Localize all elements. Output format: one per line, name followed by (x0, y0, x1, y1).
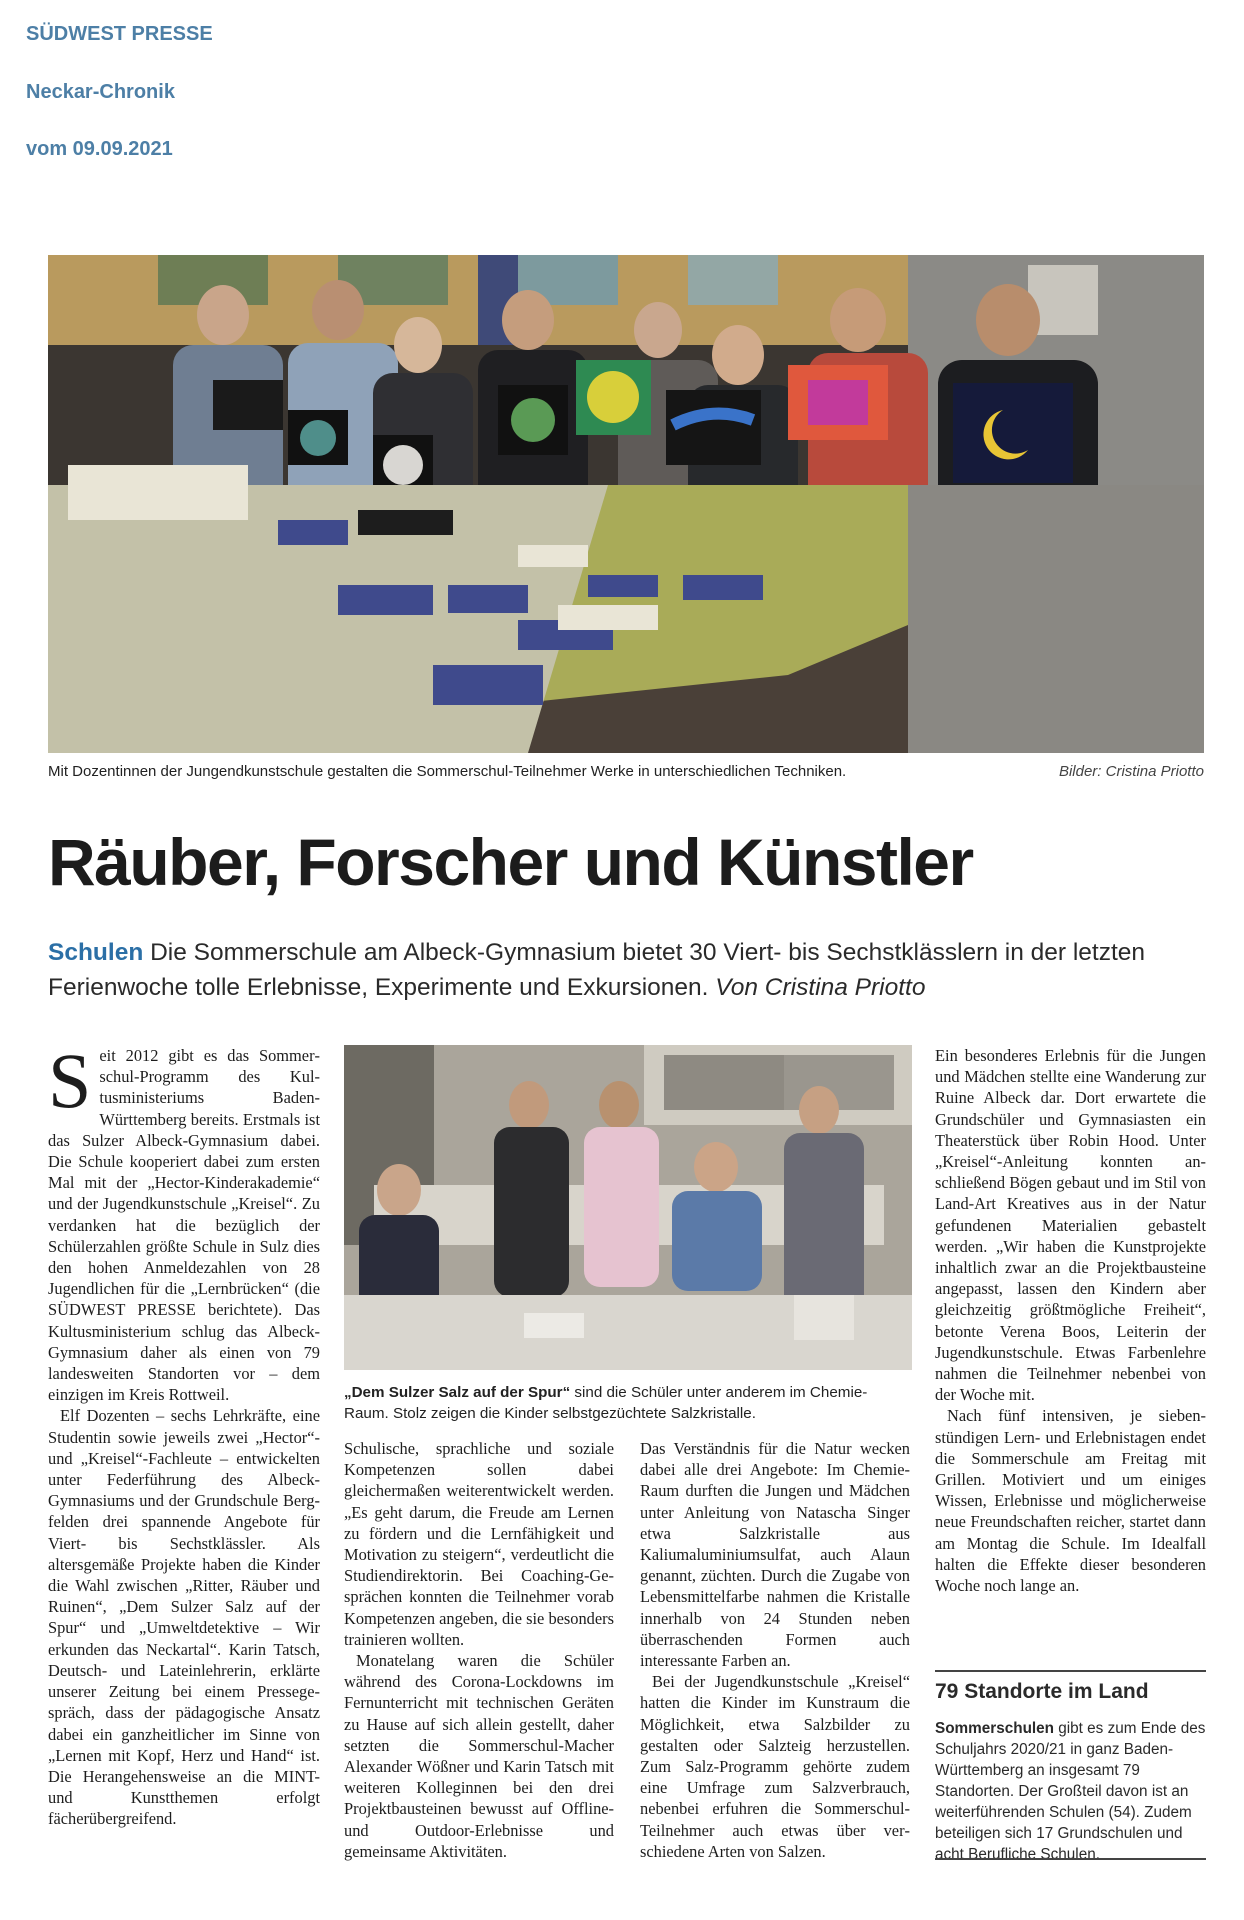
classroom-art-photo-drawing (48, 255, 1204, 753)
classroom-art-photo (48, 255, 1204, 753)
publication-name: SÜDWEST PRESSE (26, 23, 213, 45)
paragraph-text: eit 2012 gibt es das Sommerschul-Programm des Kultusministeriums Baden-Württemberg bereits. Erstmals ist das Sulzer Albeck-Gymnasium dabei. Die Schule kooperiert dabei zum ersten Mal mit der „Hector-Kinderakademie“ und der Jugendkunstschule „Kreisel“. Zu verdanken hat die bezüglich der Schülerzahlen größte Schule in Sulz dies den hohen Anmeldezahlen von 28 Jugendlichen für die „Lernbrücken“ (die SÜDWEST PRESSE berichtete). Das Kultusministerium schlug das Albeck-Gymnasium daher als einen von 79 landesweiten Standorten vor – dem einzigen im Kreis Rottweil. (48, 1046, 320, 1405)
publication-date: vom 09.09.2021 (26, 138, 173, 160)
lead-text: Die Sommerschule am Albeck-Gymnasium bietet 30 Viert- bis Sechstklässlern in der letzten Ferienwoche tolle Erlebnisse, Experimente und Exkursionen. (48, 939, 1146, 1001)
article-paragraph: Elf Dozenten – sechs Lehrkräfte, eine Studentin sowie jeweils zwei „Hector“- und „Kreisel“-Fachleute – entwickelten unter Federführung des Albeck-Gymnasiums und der Grundschule Bergfelden drei spannende Angebote für Viert- bis Sechstklässler. Als altersgemäße Projekte haben die Kinder die Wahl zwischen „Ritter, Räuber und Ruinen“, „Dem Sulzer Salz auf der Spur“ und „Umweltdetektive – Wir erkunden das Neckartal“. Karin Tatsch, Deutsch- und Lateinlehrerin, erklärte unserer Zeitung bei einem Pressegespräch, dass der pädagogische Ansatz dabei ein ganzheitlicher im Sinne von „Lernen mit Kopf, Herz und Hand“ ist. Die Herangehensweise an die MINT- und Kunstthemen erfolgt fächerübergreifend. (48, 1406, 320, 1829)
article-column-4 (935, 1045, 1206, 1596)
article-headline: Räuber, Forscher und Künstler (48, 825, 973, 899)
photo-caption-2 (344, 1382, 912, 1424)
article-paragraph: Bei der Jugendkunstschule „Kreisel“ hatten die Kinder im Kunstraum die Möglichkeit, etwa Salzbilder zu gestalten oder Salzteig herzustellen. Zum Salz-Programm gehörte zudem eine Umfrage zum Salzverbrauch, nebenbei erfuhren die Sommerschul-Teilnehmer auch etwas über verschiedene Arten von Salzen. (640, 1672, 910, 1861)
article-paragraph: Das Verständnis für die Natur wecken dabei alle drei Angebote: Im Chemie-Raum durften die Jungen und Mädchen unter Anleitung von Natascha Singer etwa Salzkristalle aus Kaliumaluminiumsulfat, auch Alaun genannt, züchten. Durch die Zugabe von Lebensmittelfarbe nahmen die Kristalle innerhalb von 24 Stunden neben überraschenden Formen auch interessante Farben an. (640, 1439, 910, 1671)
drop-cap: S (48, 1037, 92, 1124)
photo-caption-text: Mit Dozentinnen der Jungendkunstschule gestalten die Sommerschul-Teilnehmer Werke in unterschiedlichen Techniken. (48, 763, 847, 780)
article-column-2 (344, 1438, 614, 1862)
article-paragraph: Nach fünf intensiven, je siebenstündigen Lern- und Erlebnistagen endet die Sommerschule am Freitag mit Grillen. Motiviert und um einiges Wissen, Erlebnisse und möglicherweise neue Freundschaften reicher, startet dann am Montag die Schule. Im Idealfall halten die Effekte dieser besonderen Woche noch lange an. (935, 1406, 1206, 1596)
article-paragraph: Monatelang waren die Schüler während des Corona-Lockdowns im Fernunterricht mit technischen Geräten zu Hause auf sich allein gestellt, daher setzten die Sommerschul-Macher Alexander Wößner und Karin Tatsch mit weiteren Kolleginnen bei den drei Projektbausteinen bewusst auf Offline- und Outdoor-Erlebnisse und gemeinsame Aktivitäten. (344, 1651, 614, 1861)
article-column-1 (48, 1037, 320, 1830)
caption-quote: „Dem Sulzer Salz auf der Spur“ (344, 1384, 571, 1401)
divider (935, 1858, 1206, 1860)
article-paragraph: Ein besonderes Erlebnis für die Jungen und Mädchen stellte eine Wanderung zur Ruine Albeck dar. Dort erwartete die Grundschüler und Gymnasiasten ein Theaterstück über Robin Hood. Unter „Kreisel“-Anleitung konnten anschließend Bögen gebaut und im Stil von Land-Art Kreatives aus in der Natur gefundenen Materialien gebastelt werden. „Wir haben die Kunstprojekte inhaltlich zwar an die Projektbausteine angepasst, lassen den Kindern aber gleichzeitig größtmögliche Freiheit“, betonte Verena Boos, Leiterin der Jugendkunstschule. Etwas Farbenlehre nahmen die Teilnehmer nebenbei von der Woche mit. (935, 1046, 1206, 1405)
section-kicker: Schulen (48, 939, 144, 966)
chemistry-room-photo (344, 1045, 912, 1370)
author-byline: Von Cristina Priotto (715, 974, 926, 1001)
info-box-title: 79 Standorte im Land (935, 1680, 1149, 1703)
info-box-text (935, 1718, 1206, 1865)
info-box (935, 1670, 1206, 1865)
article-paragraph (48, 1037, 320, 1405)
chemistry-room-photo-drawing (344, 1045, 912, 1370)
edition-name: Neckar-Chronik (26, 81, 175, 103)
info-box-body: gibt es zum Ende des Schuljahrs 2020/21 in ganz Baden-Württemberg an insgesamt 79 Standorten. Der Großteil davon ist an weiterführenden Schulen (54). Zudem beteiligen sich 17 Grundschulen und acht Berufliche Schulen. (935, 1720, 1206, 1863)
photo-credit: Bilder: Cristina Priotto (1058, 763, 1204, 780)
article-column-3 (640, 1438, 910, 1862)
caption-text: sind die Schüler unter anderem im Chemie-Raum. Stolz zeigen die Kinder selbstgezüchtete Salzkristalle. (344, 1384, 868, 1422)
article-lead (48, 935, 1208, 1005)
info-box-lead: Sommerschulen (935, 1720, 1055, 1737)
article-paragraph: Schulische, sprachliche und soziale Kompetenzen sollen dabei gleichermaßen weiterentwickelt werden. „Es geht darum, die Freude am Lernen zu fördern und die Lernfähigkeit und Motivation zu steigern“, verdeutlicht die Studiendirektorin. Bei Coaching-Gesprächen konnten die Teilnehmer vorab Kompetenzen angeben, die sie besonders trainieren wollten. (344, 1439, 614, 1649)
photo-caption (48, 763, 1204, 780)
